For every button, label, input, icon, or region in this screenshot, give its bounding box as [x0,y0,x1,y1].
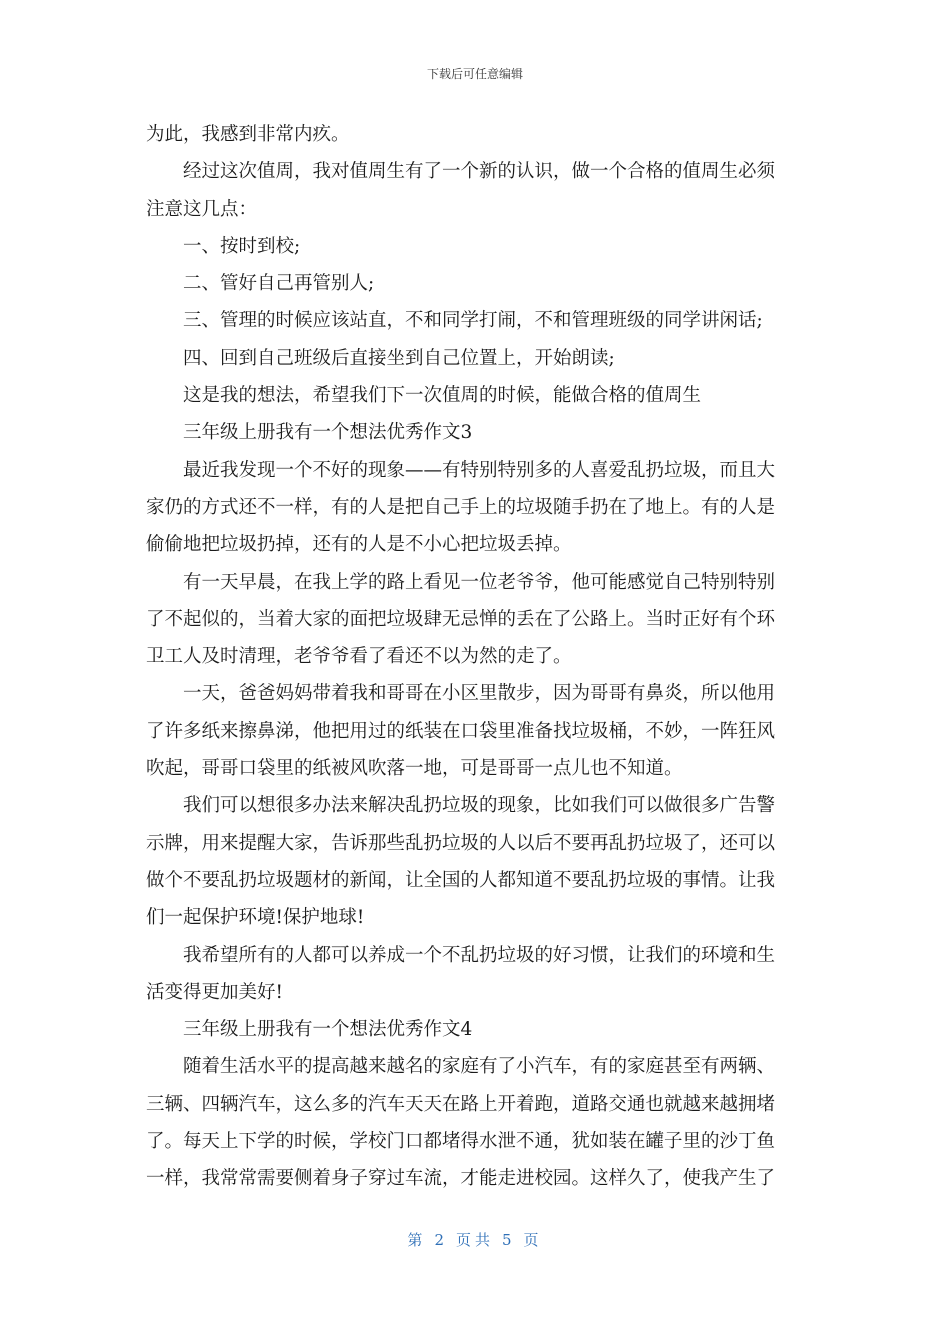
text-line: 活变得更加美好! [146,981,283,1003]
text-line: 示牌，用来提醒大家，告诉那些乱扔垃圾的人以后不要再乱扔垃圾了，还可以 [146,832,776,854]
text-line: 这是我的想法，希望我们下一次值周的时候，能做合格的值周生 [183,385,702,407]
total-pages-number: 5 [502,1231,516,1249]
text-line: 二、管好自己再管别人; [183,273,375,295]
document-body [146,116,796,1198]
page-label-suffix: 页 [523,1231,543,1249]
text-line: 我们可以想很多办法来解决乱扔垃圾的现象，比如我们可以做很多广告警 [183,795,776,817]
text-line: 做个不要乱扔垃圾题材的新闻，让全国的人都知道不要乱扔垃圾的事情。让我 [146,869,776,891]
text-line: 们一起保护环境!保护地球! [146,907,365,929]
page-footer [0,1230,950,1250]
text-line: 三年级上册我有一个想法优秀作文4 [183,1019,473,1041]
text-line: 一天，爸爸妈妈带着我和哥哥在小区里散步，因为哥哥有鼻炎，所以他用 [183,683,776,705]
text-line: 有一天早晨，在我上学的路上看见一位老爷爷，他可能感觉自己特别特别 [183,571,776,593]
text-line: 吹起，哥哥口袋里的纸被风吹落一地，可是哥哥一点儿也不知道。 [146,758,683,780]
text-line: 三、管理的时候应该站直，不和同学打闹，不和管理班级的同学讲闲话; [183,310,763,332]
text-line: 三辆、四辆汽车，这么多的汽车天天在路上开着跑，道路交通也就越来越拥堵 [146,1093,776,1115]
text-line: 了不起似的，当着大家的面把垃圾肆无忌惮的丢在了公路上。当时正好有个环 [146,608,776,630]
text-line: 随着生活水平的提高越来越名的家庭有了小汽车，有的家庭甚至有两辆、 [183,1056,776,1078]
current-page-number: 2 [434,1231,448,1249]
page-label-prefix: 第 [407,1231,427,1249]
text-line: 最近我发现一个不好的现象——有特别特别多的人喜爱乱扔垃圾，而且大 [183,459,776,481]
text-line: 卫工人及时清理，老爷爷看了看还不以为然的走了。 [146,646,572,668]
text-line: 了。每天上下学的时候，学校门口都堵得水泄不通，犹如装在罐子里的沙丁鱼 [146,1131,776,1153]
text-line: 一、按时到校; [183,235,301,257]
text-line: 四、回到自己班级后直接坐到自己位置上，开始朗读; [183,347,615,369]
text-line: 一样，我常常需要侧着身子穿过车流，才能走进校园。这样久了，使我产生了 [146,1168,776,1190]
page-label-mid: 页共 [455,1231,494,1249]
text-line: 三年级上册我有一个想法优秀作文3 [183,422,473,444]
text-line: 家仍的方式还不一样，有的人是把自己手上的垃圾随手扔在了地上。有的人是 [146,496,776,518]
text-line: 偷偷地把垃圾扔掉，还有的人是不小心把垃圾丢掉。 [146,534,572,556]
text-line: 为此，我感到非常内疚。 [146,124,350,145]
text-line: 我希望所有的人都可以养成一个不乱扔垃圾的好习惯，让我们的环境和生 [183,944,776,966]
text-line: 注意这几点： [146,198,258,220]
page-header: 下载后可任意编辑 [426,67,523,81]
text-line: 经过这次值周，我对值周生有了一个新的认识，做一个合格的值周生必须 [183,161,776,183]
text-line: 了许多纸来擦鼻涕，他把用过的纸装在口袋里准备找垃圾桶，不妙，一阵狂风 [146,720,776,742]
